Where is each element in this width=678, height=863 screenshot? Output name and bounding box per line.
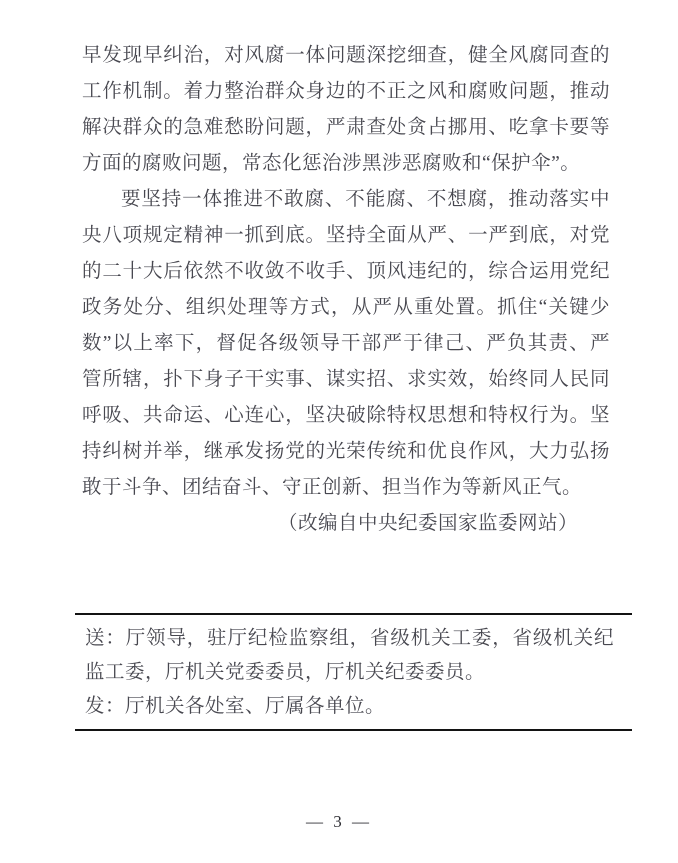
distribution-text bbox=[75, 615, 632, 729]
separator-line-bottom bbox=[75, 729, 632, 731]
document-body bbox=[82, 38, 610, 542]
distribution-block bbox=[75, 613, 632, 731]
distribution-issued-to-line: 发：厅机关各处室、厅属各单位。 bbox=[85, 696, 386, 717]
distribution-copy-to-line: 送：厅领导，驻厅纪检监察组，省级机关工委，省级机关纪监工委，厅机关党委委员，厅机关纪委委员。 bbox=[85, 628, 614, 683]
body-paragraph-1: 早发现早纠治，对风腐一体问题深挖细查，健全风腐同查的工作机制。着力整治群众身边的不正之风和腐败问题，推动解决群众的急难愁盼问题，严肃查处贪占挪用、吃拿卡要等方面的腐败问题，常态化惩治涉黑涉恶腐败和“保护伞”。 bbox=[82, 45, 610, 174]
attribution-line: （改编自中央纪委国家监委网站） bbox=[277, 513, 578, 534]
page-number: — 3 — bbox=[306, 812, 372, 831]
body-paragraph-2: 要坚持一体推进不敢腐、不能腐、不想腐，推动落实中央八项规定精神一抓到底。坚持全面从严、一严到底，对党的二十大后依然不收敛不收手、顶风违纪的，综合运用党纪政务处分、组织处理等方式，从严从重处置。抓住“关键少数”以上率下，督促各级领导干部严于律己、严负其责、严管所辖，扑下身子干实事、谋实招、求实效，始终同人民同呼吸、共命运、心连心，坚决破除特权思想和特权行为。坚持纠树并举，继承发扬党的光荣传统和优良作风，大力弘扬敢于斗争、团结奋斗、守正创新、担当作为等新风正气。 bbox=[82, 189, 610, 498]
